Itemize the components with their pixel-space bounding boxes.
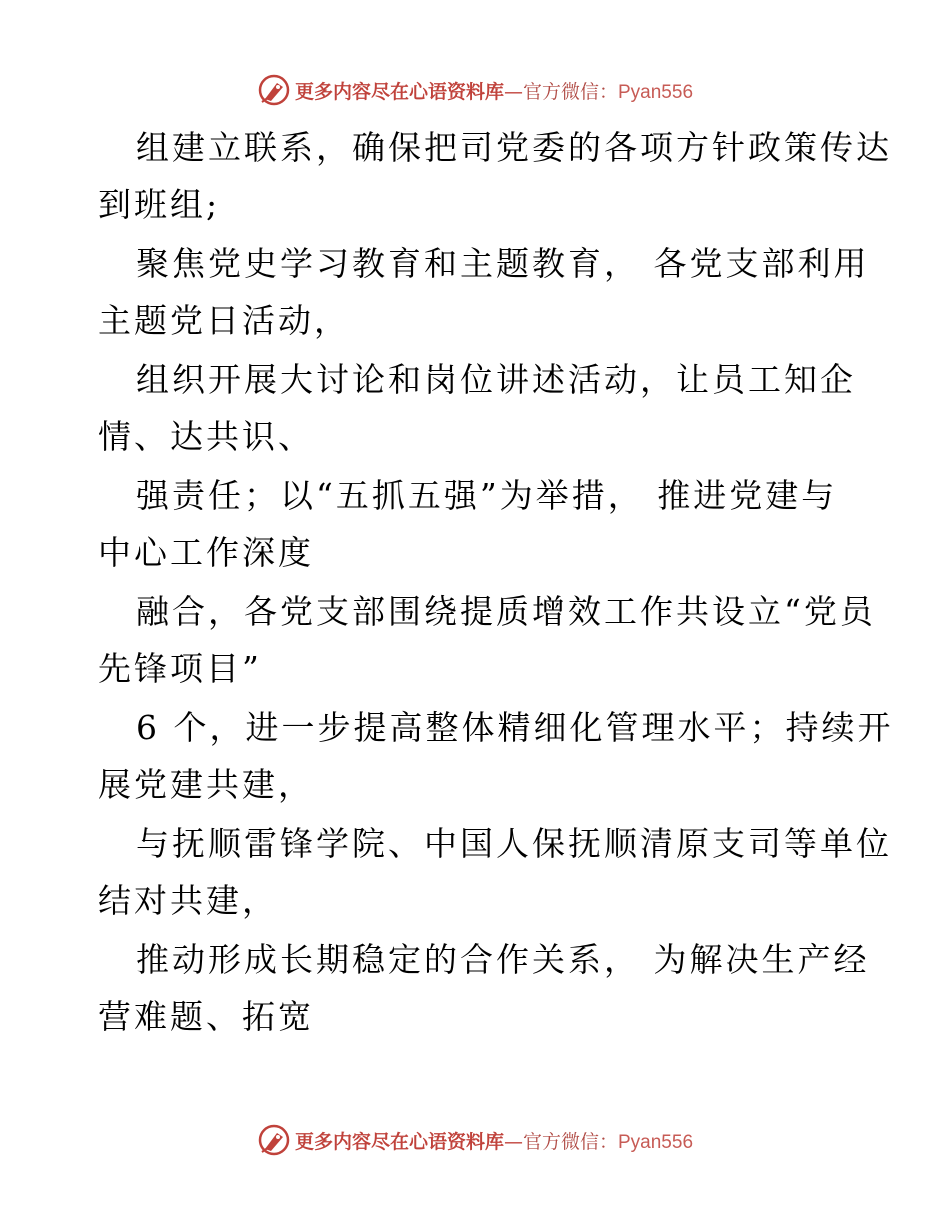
text-line: 主题党日活动， bbox=[98, 301, 350, 340]
text-line: 先锋项目” bbox=[98, 649, 262, 688]
text-line: 与抚顺雷锋学院、中国人保抚顺清原支司等单位 bbox=[136, 824, 892, 863]
watermark-dash: — bbox=[503, 80, 523, 103]
watermark-label: 官方微信： bbox=[522, 80, 618, 103]
watermark-text bbox=[295, 77, 693, 104]
text-line: 组建立联系，确保把司党委的各项方针政策传达 bbox=[136, 128, 892, 167]
watermark-label: 官方微信： bbox=[522, 1130, 618, 1153]
header-watermark bbox=[0, 70, 950, 110]
text-line: 结对共建， bbox=[98, 881, 278, 920]
pen-nib-logo-icon bbox=[257, 73, 291, 107]
watermark-dash: — bbox=[503, 1130, 523, 1153]
text-line: 营难题、拓宽 bbox=[98, 997, 314, 1036]
pen-nib-logo-icon bbox=[257, 1123, 291, 1157]
text-line: 中心工作深度 bbox=[98, 533, 314, 572]
text-line: 聚焦党史学习教育和主题教育， 各党支部利用 bbox=[136, 244, 870, 283]
text-line: 组织开展大讨论和岗位讲述活动，让员工知企 bbox=[136, 360, 856, 399]
text-line: 融合，各党支部围绕提质增效工作共设立“党员 bbox=[136, 592, 876, 631]
text-line: 情、达共识、 bbox=[98, 417, 314, 456]
text-line: 展党建共建， bbox=[98, 765, 314, 804]
footer-watermark bbox=[0, 1120, 950, 1160]
text-line: 推动形成长期稳定的合作关系， 为解决生产经 bbox=[136, 940, 870, 979]
watermark-brand: 更多内容尽在心语资料库 bbox=[294, 80, 504, 103]
watermark-text bbox=[295, 1127, 693, 1154]
watermark-id: Pyan556 bbox=[618, 1131, 694, 1153]
watermark-id: Pyan556 bbox=[618, 81, 694, 103]
watermark-brand: 更多内容尽在心语资料库 bbox=[294, 1130, 504, 1153]
text-line: 到班组; bbox=[98, 185, 221, 224]
text-line: 强责任；以“五抓五强”为举措， 推进党建与 bbox=[136, 476, 838, 515]
text-line: 6 个，进一步提高整体精细化管理水平；持续开 bbox=[136, 708, 894, 747]
